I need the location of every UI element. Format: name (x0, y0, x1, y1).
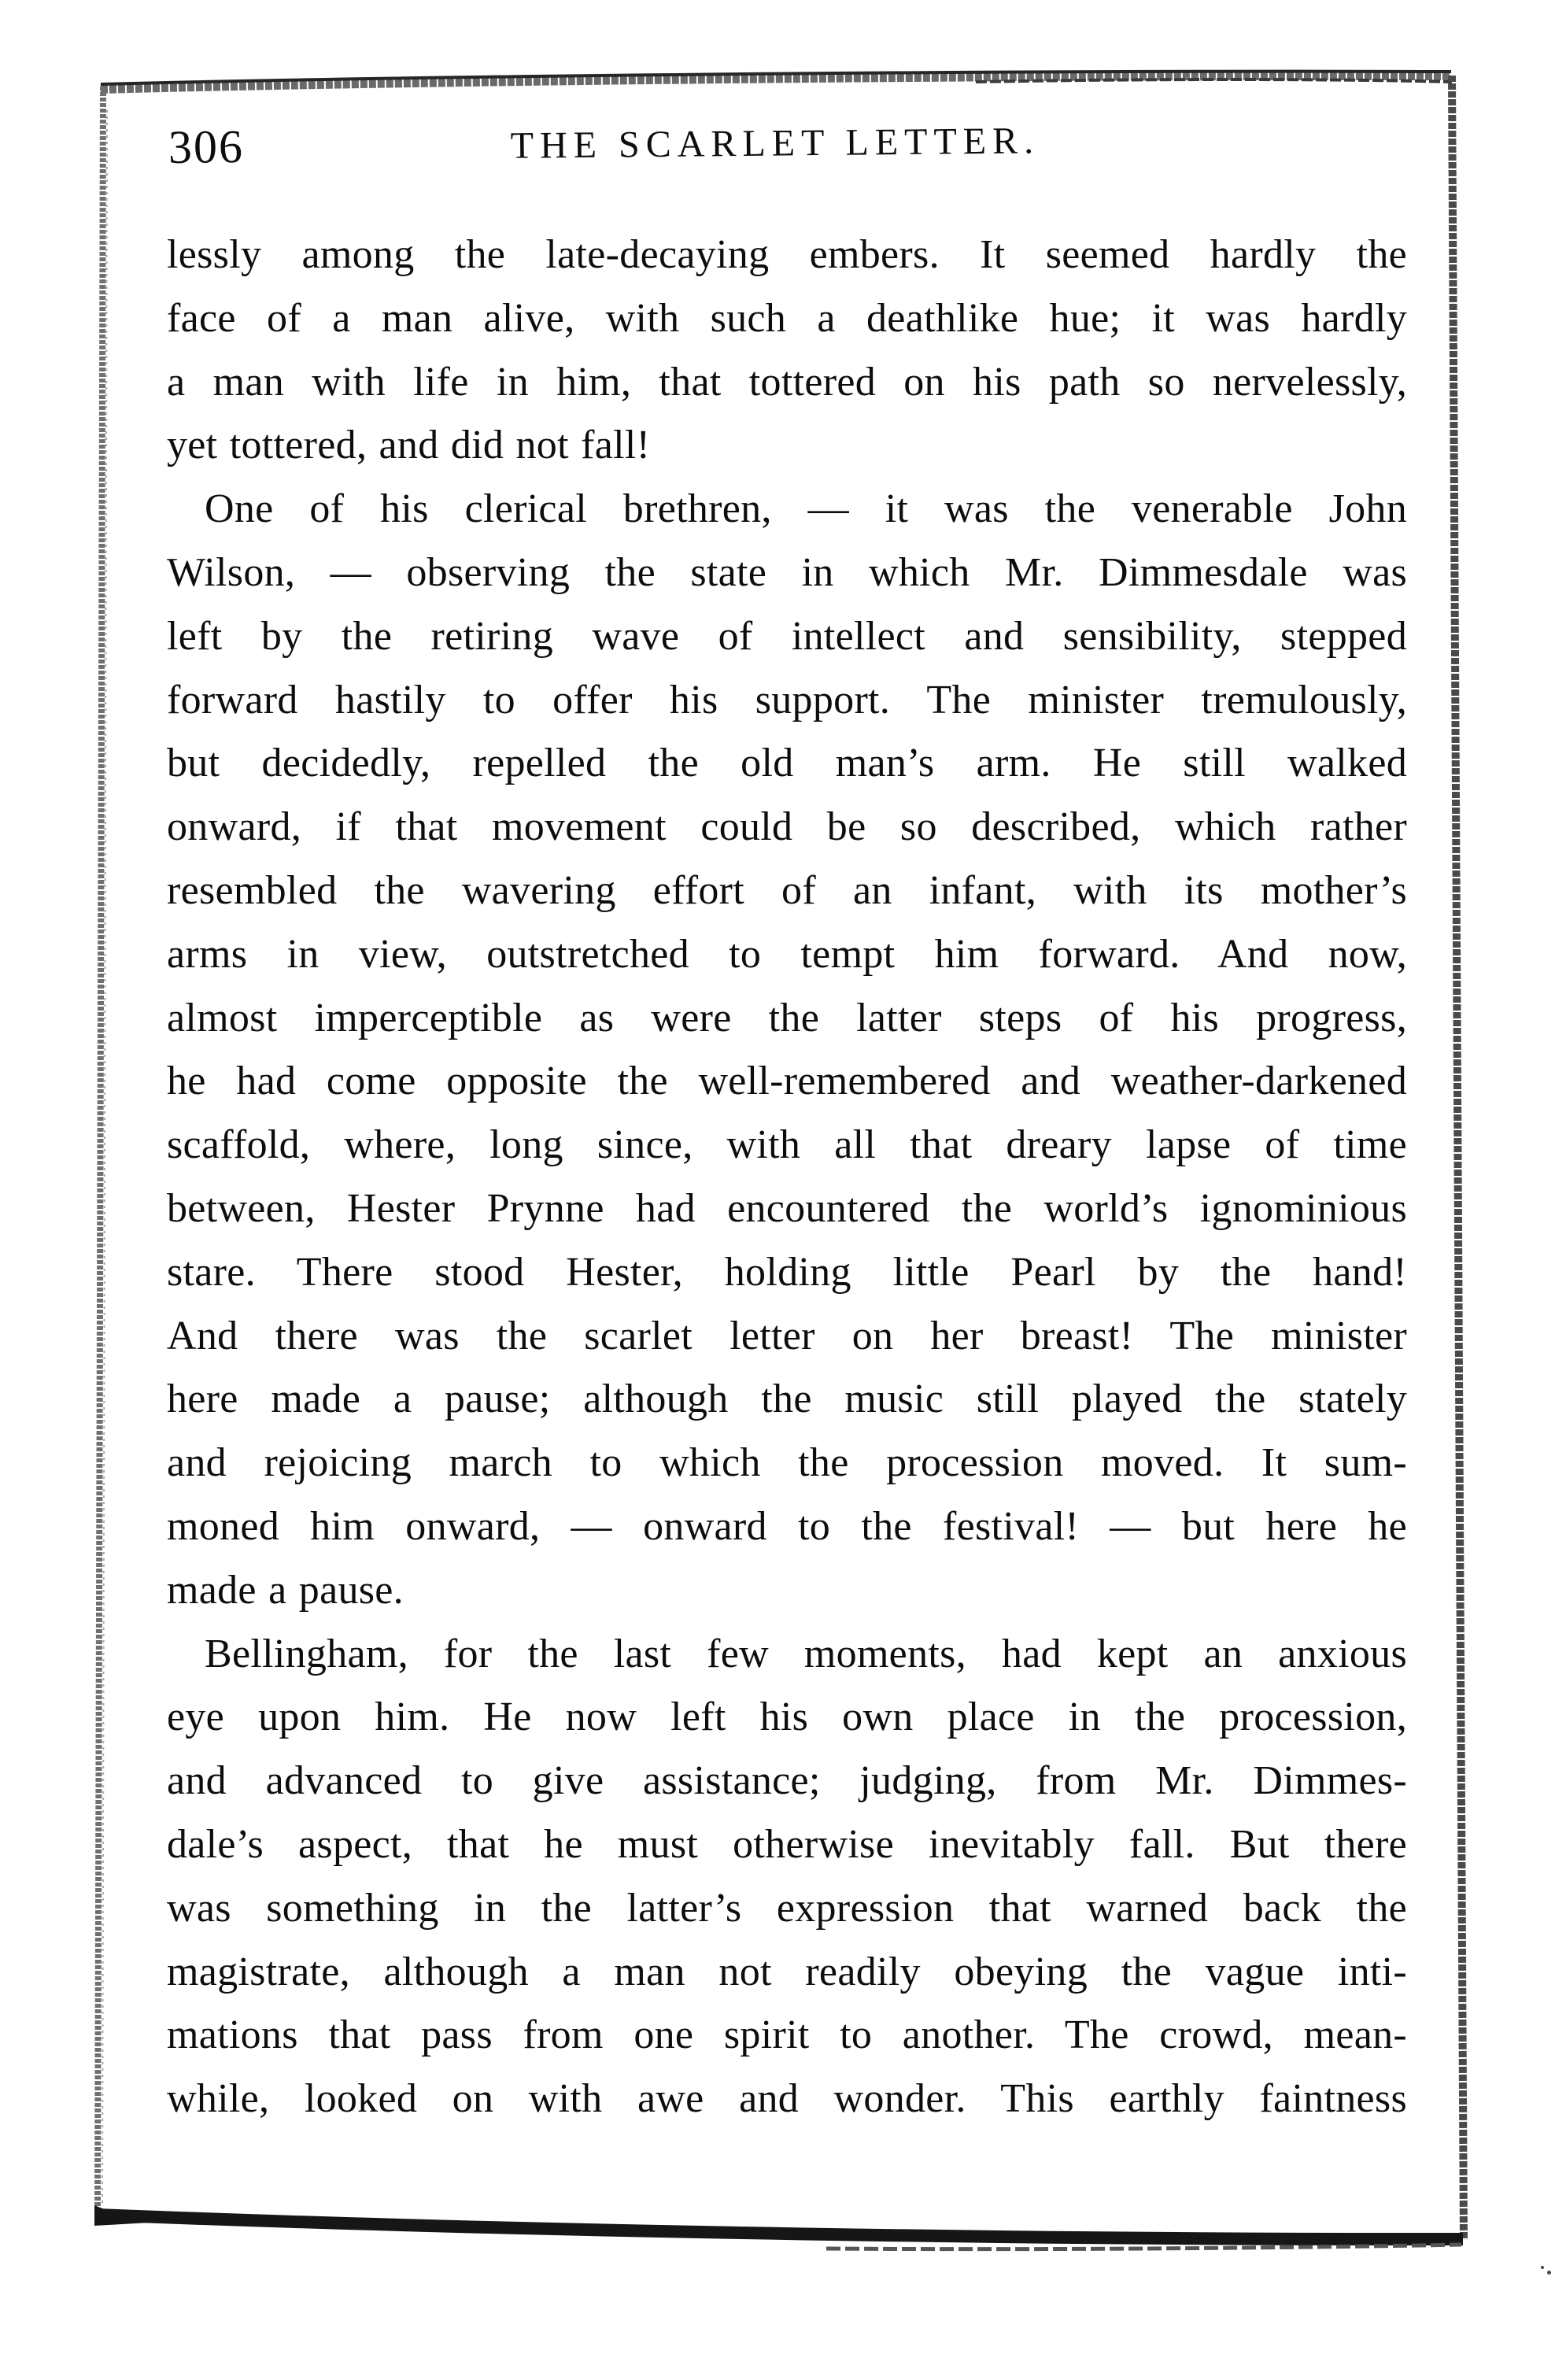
text-line: left by the retiring wave of intellect and sensibility, stepped (167, 613, 1407, 659)
text-line: moned him onward, — onward to the festival! — but here he (167, 1503, 1407, 1549)
text-line: One of his clerical brethren, — it was the venerable John (205, 486, 1407, 532)
frame-right-edge (1452, 76, 1464, 2240)
running-title: THE SCARLET LETTER. (510, 120, 1040, 167)
text-line: a man with life in him, that tottered on his path so nervelessly, (167, 359, 1407, 405)
frame-left-edge-inner (102, 110, 107, 2204)
text-line: stare. There stood Hester, holding little Pearl by the hand! (167, 1249, 1407, 1295)
text-line: almost imperceptible as were the latter steps of his progress, (167, 995, 1407, 1040)
scan-artifact (1541, 2266, 1544, 2269)
frame-top-edge-right-double (976, 79, 1452, 82)
frame-corner-blob (94, 2205, 150, 2226)
text-line: lessly among the late-decaying embers. It seemed hardly the (167, 232, 1407, 277)
text-line: and advanced to give assistance; judging, from Mr. Dimmes- (167, 1758, 1407, 1804)
text-line: but decidedly, repelled the old man’s arm. He still walked (167, 741, 1407, 786)
text-line: yet tottered, and did not fall! (167, 423, 651, 468)
text-line: was something in the latter’s expression that warned back the (167, 1885, 1407, 1931)
text-line: scaffold, where, long since, with all that dreary lapse of time (167, 1122, 1407, 1168)
frame-bottom-edge-echo (826, 2245, 1461, 2249)
text-line: mations that pass from one spirit to another. The crowd, mean- (167, 2012, 1407, 2058)
text-line: face of a man alive, with such a deathlike hue; it was hardly (167, 295, 1407, 341)
text-line: And there was the scarlet letter on her breast! The minister (167, 1313, 1407, 1358)
text-line: and rejoicing march to which the procession moved. It sum- (167, 1440, 1407, 1486)
text-line: here made a pause; although the music still played the stately (167, 1377, 1407, 1422)
text-line: onward, if that movement could be so described, which rather (167, 804, 1407, 850)
text-line: eye upon him. He now left his own place in the procession, (167, 1694, 1407, 1740)
text-line: Wilson, — observing the state in which Mr. Dimmesdale was (167, 549, 1407, 595)
text-line: between, Hester Prynne had encountered the world’s ignominious (167, 1185, 1407, 1231)
text-line: magistrate, although a man not readily obeying the vague inti- (167, 1949, 1407, 1994)
text-line: resembled the wavering effort of an infant, with its mother’s (167, 867, 1407, 913)
text-line: while, looked on with awe and wonder. This earthly faintness (167, 2076, 1407, 2122)
text-line: forward hastily to offer his support. The minister tremulously, (167, 677, 1407, 722)
text-line: arms in view, outstretched to tempt him forward. And now, (167, 931, 1407, 977)
page-header (167, 109, 1408, 184)
text-line: made a pause. (167, 1567, 404, 1613)
frame-left-edge (98, 87, 103, 2218)
frame-top-edge (101, 76, 1451, 89)
frame-top-edge-dark (101, 72, 1451, 84)
frame-bottom-edge (98, 2215, 1463, 2239)
text-line: he had come opposite the well-remembered and weather-darkened (167, 1059, 1407, 1104)
text-line: Bellingham, for the last few moments, had kept an anxious (205, 1631, 1407, 1676)
page-number: 306 (168, 120, 245, 173)
text-line: dale’s aspect, that he must otherwise inevitably fall. But there (167, 1821, 1407, 1867)
scan-artifact (1547, 2271, 1551, 2275)
text-column (167, 224, 1407, 2131)
